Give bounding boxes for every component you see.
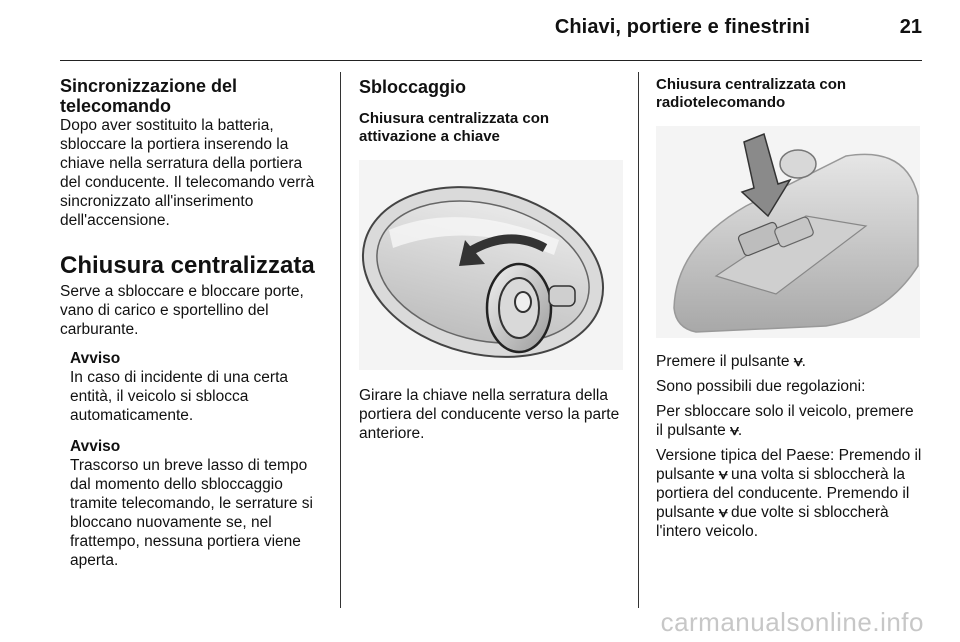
punctuation: . [737,422,743,439]
unlock-button-glyph: ⩝ [718,466,727,483]
header-rule [60,60,922,61]
column-2 [359,76,627,443]
paragraph-text: Premere il pulsante [656,353,790,370]
watermark: carmanualsonline.info [660,607,924,637]
column-1 [60,76,326,570]
column-3 [656,76,924,547]
paragraph-text: due volte si sbloccherà l'intero veicolo. [656,504,889,540]
paragraph-text: Per sbloccare solo il veicolo, premere il pulsante [656,403,914,439]
section-title: Chiusura centralizzata [60,252,315,279]
remote-key-illustration [656,126,920,338]
unlock-button-glyph: ⩝ [718,504,727,521]
paragraph-text: Versione tipica del Paese: Premendo il pulsante [656,447,922,483]
unlock-button-glyph: ⩝ [730,422,738,439]
note-title: Avviso [70,350,121,367]
key-lock-illustration [359,160,623,370]
paragraph: Serve a sbloccare e bloccare porte, vano di carico e sportellino del carburante. [60,283,304,338]
note-block [70,349,326,425]
sub-heading: Chiusura centralizzata con radiotelecomando [656,76,847,111]
paragraph [656,352,924,371]
sub-heading: Chiusura centralizzata con attivazione a chiave [359,110,550,145]
note-text: Trascorso un breve lasso di tempo dal momento dello sbloccaggio tramite telecomando, le serrature si bloccano nuovamente se, nel frattempo, nessuna portiera viene aperta. [70,457,313,569]
page-number: 21 [899,16,922,38]
note-block [70,437,326,570]
section-title: Sbloccaggio [359,77,467,97]
figure-caption: Girare la chiave nella serratura della portiera del conducente verso la parte anteriore. [359,387,620,442]
column-divider [340,72,341,608]
paragraph: Sono possibili due regolazioni: [656,378,866,395]
unlock-button-glyph: ⩝ [793,353,802,370]
column-divider [638,72,639,608]
paragraph [656,446,924,541]
header-title: Chiavi, portiere e finestrini [554,16,810,38]
punctuation: . [801,353,806,370]
paragraph [656,402,924,440]
section-heading: Sincronizzazione del telecomando [60,76,238,116]
note-title: Avviso [70,438,121,455]
paragraph: Dopo aver sostituito la batteria, sbloccare la portiera inserendo la chiave nella serratura della portiera del conducente. Il telecomando verrà sincronizzato all'inserimento dell'accensione. [60,117,315,229]
paragraph-text: una volta si sbloccherà la portiera del conducente. Premendo il pulsante [656,466,910,521]
note-text: In caso di incidente di una certa entità, il veicolo si sblocca automaticamente. [70,369,288,424]
